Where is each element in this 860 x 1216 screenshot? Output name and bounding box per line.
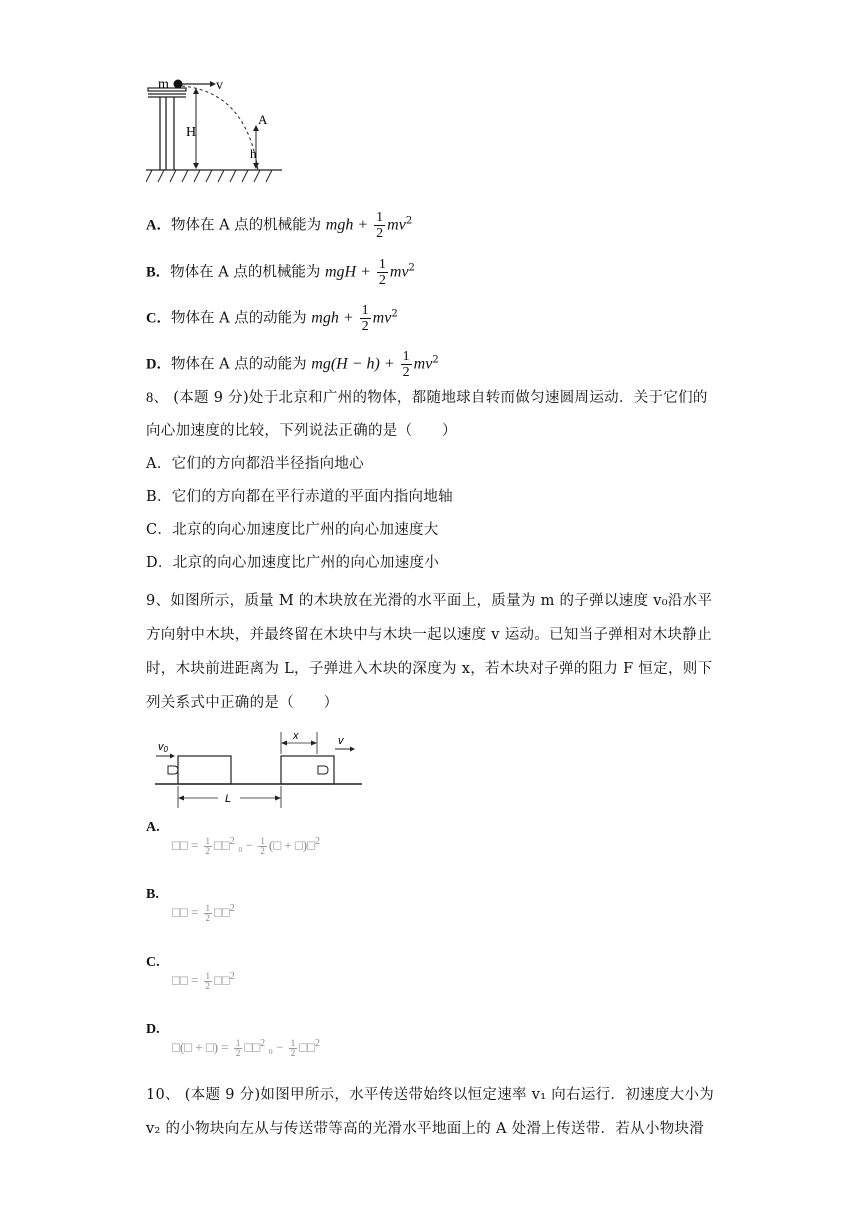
q9-option-a-label: A. <box>146 820 160 835</box>
bullet-block-figure <box>150 728 365 810</box>
question-9: 9、如图所示，质量 M 的木块放在光滑的水平面上，质量为 m 的子弹以速度 v₀沿水平 方向射中木块，并最终留在木块中与木块一起以速度 v 运动。已知当子弹相对木块静止 时，木块前进距离为 L，子弹进入木块的深度为 x，若木块对子弹的阻力 F 恒定，则下 列关系式中正确的是（ ） <box>146 593 713 711</box>
q9-option-a-formula: □□ = $\frac{1}{2}$ □□$^2$ ₀ − $\frac{1}{2}$ (□ + □)□$^2$ <box>172 835 320 856</box>
question-8: 8、 (本题 9 分)处于北京和广州的物体，都随地球自转而做匀速圆周运动．关于它们的 向心加速度的比较，下列说法正确的是（ ） A．它们的方向都沿半径指向地心 B．它们的方向都在平行赤道的平面内指向地轴 C．北京的向心加速度比广州的向心加速度大 D．北京的向心加速度比广州的向心加速度小 <box>146 382 726 580</box>
fig1-v: v <box>216 78 223 93</box>
q9-option-d-formula: □(□ + □) = $\frac{1}{2}$ □□$^2$ ₀ − $\frac{1}{2}$ □□$^2$ <box>172 1037 320 1058</box>
q8-option-a: A．它们的方向都沿半径指向地心 <box>146 456 364 472</box>
q9-option-b-formula: □□ = $\frac{1}{2}$ □□$^2$ <box>172 902 235 923</box>
svg-text:v: v <box>338 735 344 747</box>
fig1-h: h <box>250 146 257 161</box>
q7-option-a: A．物体在 A 点的机械能为 mgh + $\frac{1}{2}$ $mv^2$ <box>146 210 413 241</box>
q8-option-b: B．它们的方向都在平行赤道的平面内指向地轴 <box>146 489 453 505</box>
svg-text:v0: v0 <box>158 741 168 754</box>
q9-option-b-label: B. <box>146 887 159 902</box>
q8-option-c: C．北京的向心加速度比广州的向心加速度大 <box>146 522 439 538</box>
q8-option-d: D．北京的向心加速度比广州的向心加速度小 <box>146 555 440 571</box>
fig1-m: m <box>158 77 169 92</box>
q7-option-c: C．物体在 A 点的动能为 mgh + $\frac{1}{2}$ $mv^2$ <box>146 303 398 334</box>
question-10: 10、 (本题 9 分)如图甲所示，水平传送带始终以恒定速率 v₁ 向右运行．初速度大小为 v₂ 的小物块向左从与传送带等高的光滑水平地面上的 A 处滑上传送带．若从小物块滑 <box>146 1087 715 1137</box>
fig1-A: A <box>258 112 268 127</box>
svg-text:x: x <box>293 730 299 742</box>
projectile-figure <box>146 74 286 189</box>
q7-option-d: D．物体在 A 点的动能为 mg(H − h) + $\frac{1}{2}$ $mv^2$ <box>146 349 439 380</box>
q9-option-c-label: C. <box>146 955 160 970</box>
q7-option-b: B．物体在 A 点的机械能为 mgH + $\frac{1}{2}$ $mv^2$ <box>146 257 415 288</box>
q9-option-d-label: D. <box>146 1022 160 1037</box>
q9-option-c-formula: □□ = $\frac{1}{2}$ □□$^2$ <box>172 970 235 991</box>
fig1-H: H <box>186 125 197 140</box>
svg-text:L: L <box>225 793 232 805</box>
